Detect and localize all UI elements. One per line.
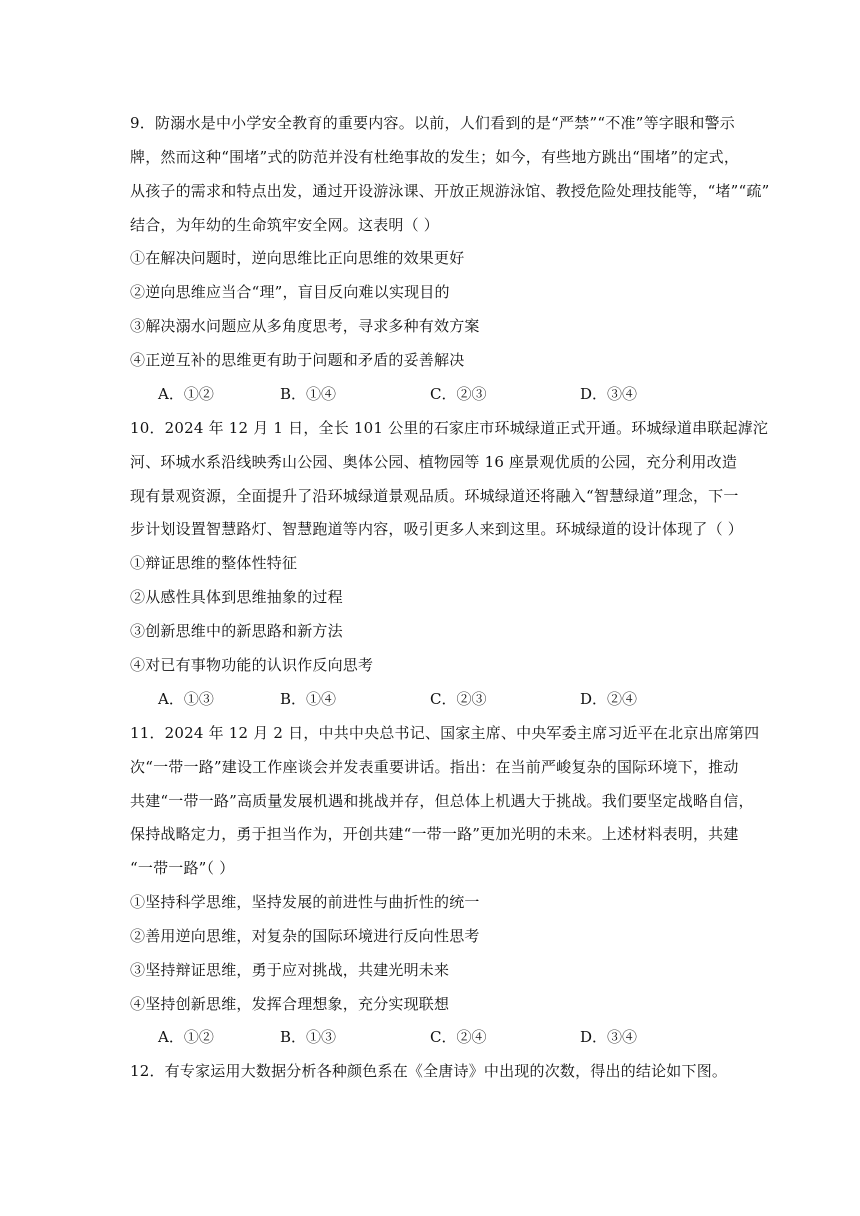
option-d: D．③④ [580,1028,638,1046]
question-stem-line: 步计划设置智慧路灯、智慧跑道等内容，吸引更多人来到这里。环城绿道的设计体现了（ ） [130,520,743,538]
statement-1: ①辩证思维的整体性特征 [130,554,298,572]
statement-4: ④坚持创新思维，发挥合理想象，充分实现联想 [130,995,450,1013]
statement-3: ③创新思维中的新思路和新方法 [130,622,343,640]
option-d: D．③④ [580,385,638,403]
option-a: A．①② [158,385,214,403]
question-stem-line: 12．有专家运用大数据分析各种颜色系在《全唐诗》中出现的次数，得出的结论如下图。 [130,1062,728,1080]
statement-3: ③坚持辩证思维，勇于应对挑战，共建光明未来 [130,961,450,979]
question-stem-line: 保持战略定力，勇于担当作为，开创共建“一带一路”更加光明的未来。上述材料表明，共建 [130,825,739,843]
question-stem-line: 10．2024 年 12 月 1 日，全长 101 公里的石家庄市环城绿道正式开通。环城绿道串联起滹沱 [130,419,769,437]
question-stem-line: 河、环城水系沿线映秀山公园、奥体公园、植物园等 16 座景观优质的公园，充分利用改造 [130,453,738,471]
option-d: D．②④ [580,690,638,708]
option-c: C．②③ [430,690,487,708]
question-stem-line: 9．防溺水是中小学安全教育的重要内容。以前，人们看到的是“严禁”“不准”等字眼和警示 [130,114,735,132]
option-b: B．①④ [280,385,337,403]
question-stem-line: 结合，为年幼的生命筑牢安全网。这表明（ ） [130,216,439,234]
option-a: A．①③ [158,690,214,708]
statement-4: ④对已有事物功能的认识作反向思考 [130,656,374,674]
statement-2: ②从感性具体到思维抽象的过程 [130,588,343,606]
question-stem-line: 牌，然而这种“围堵”式的防范并没有杜绝事故的发生；如今，有些地方跳出“围堵”的定式， [130,148,740,166]
statement-4: ④正逆互补的思维更有助于问题和矛盾的妥善解决 [130,351,465,369]
statement-3: ③解决溺水问题应从多角度思考，寻求多种有效方案 [130,317,480,335]
option-c: C．②④ [430,1028,487,1046]
statement-1: ①在解决问题时，逆向思维比正向思维的效果更好 [130,249,465,267]
question-stem-line: 11．2024 年 12 月 2 日，中共中央总书记、国家主席、中央军委主席习近平在北京出席第四 [130,724,760,742]
question-stem-line: 次“一带一路”建设工作座谈会并发表重要讲话。指出：在当前严峻复杂的国际环境下，推动 [130,758,739,776]
question-stem-line: 现有景观资源，全面提升了沿环城绿道景观品质。环城绿道还将融入“智慧绿道”理念，下一 [130,487,739,505]
question-stem-line: “一带一路”（ ） [130,859,235,877]
question-stem-line: 共建“一带一路”高质量发展机遇和挑战并存，但总体上机遇大于挑战。我们要坚定战略自信， [130,792,754,810]
question-stem-line: 从孩子的需求和特点出发，通过开设游泳课、开放正规游泳馆、教授危险处理技能等，“堵”“疏” [130,182,770,200]
statement-2: ②逆向思维应当合“理”，盲目反向难以实现目的 [130,283,450,301]
option-a: A．①② [158,1028,214,1046]
option-b: B．①④ [280,690,337,708]
statement-2: ②善用逆向思维，对复杂的国际环境进行反向性思考 [130,927,480,945]
statement-1: ①坚持科学思维，坚持发展的前进性与曲折性的统一 [130,893,480,911]
option-b: B．①③ [280,1028,337,1046]
option-c: C．②③ [430,385,487,403]
